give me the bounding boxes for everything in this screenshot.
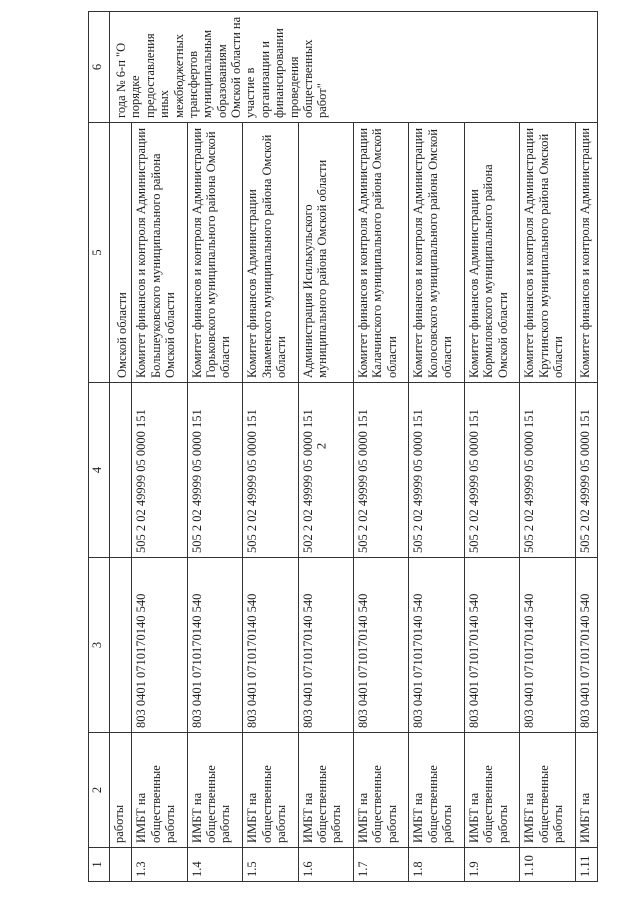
cell-number: 1.7 xyxy=(353,848,408,882)
cell-name: ИМБТ на общественные работы xyxy=(409,733,464,848)
table-row xyxy=(409,12,464,882)
table-row xyxy=(110,12,132,882)
cell-number: 1.9 xyxy=(464,848,519,882)
cell-recipient: Комитет финансов и контроля Администрации Колосовского муниципального района Омской области xyxy=(409,123,464,383)
cell-recipient: Комитет финансов Администрации Знаменского муниципального района Омской области xyxy=(243,123,298,383)
cell-recipient: Комитет финансов и контроля Администрации Калачинского муниципального района Омской области xyxy=(353,123,408,383)
header-cell: 2 xyxy=(89,733,110,848)
cell-code: 803 0401 0710170140 540 xyxy=(464,558,519,733)
cell-name: работы xyxy=(110,733,132,848)
rotated-page xyxy=(88,12,598,882)
cell-recipient: Омской области xyxy=(110,123,132,383)
cell-code: 505 2 02 49999 05 0000 151 xyxy=(409,383,464,558)
cell-code: 803 0401 0710170140 540 xyxy=(409,558,464,733)
cell-code: 505 2 02 49999 05 0000 151 xyxy=(520,383,575,558)
header-cell: 3 xyxy=(89,558,110,733)
cell-recipient: Комитет финансов и контроля Администрации xyxy=(575,123,597,383)
header-cell: 4 xyxy=(89,383,110,558)
cell-name: ИМБТ на общественные работы xyxy=(132,733,187,848)
cell-recipient: Комитет финансов и контроля Администрации Большеуковского муниципального района Омской области xyxy=(132,123,187,383)
cell-code: 803 0401 0710170140 540 xyxy=(187,558,242,733)
cell-name: ИМБТ на общественные работы xyxy=(298,733,353,848)
cell-name: ИМБТ на xyxy=(575,733,597,848)
cell-code: 505 2 02 49999 05 0000 151 xyxy=(575,383,597,558)
cell-code: 502 2 02 49999 05 0000 151 xyxy=(298,383,353,558)
table-row xyxy=(520,12,575,882)
cell-number: 1.6 xyxy=(298,848,353,882)
cell-code: 803 0401 0710170140 540 xyxy=(243,558,298,733)
header-cell: 1 xyxy=(89,848,110,882)
cell-code: 803 0401 0710170140 540 xyxy=(132,558,187,733)
table-row xyxy=(575,12,597,882)
page-number: 2 xyxy=(313,442,329,450)
header-row xyxy=(89,12,110,882)
cell-name: ИМБТ на общественные работы xyxy=(464,733,519,848)
cell-number: 1.3 xyxy=(132,848,187,882)
cell-number: 1.11 xyxy=(575,848,597,882)
cell-code: 803 0401 0710170140 540 xyxy=(353,558,408,733)
cell-basis: года № 6-п "О порядке предоставления иных межбюджетных трансфертов муниципальным образованиям Омской области на участие в организации и финансировании проведения общественных работ" xyxy=(110,12,598,123)
cell-code: 803 0401 0710170140 540 xyxy=(520,558,575,733)
cell-code: 505 2 02 49999 05 0000 151 xyxy=(243,383,298,558)
cell-name: ИМБТ на общественные работы xyxy=(520,733,575,848)
table-row xyxy=(187,12,242,882)
cell-number: 1.10 xyxy=(520,848,575,882)
cell-recipient: Комитет финансов Администрации Кормиловского муниципального района Омской области xyxy=(464,123,519,383)
cell-number: 1.4 xyxy=(187,848,242,882)
data-table xyxy=(88,11,598,882)
cell-number: 1.8 xyxy=(409,848,464,882)
header-cell: 6 xyxy=(89,12,110,123)
cell-code: 505 2 02 49999 05 0000 151 xyxy=(187,383,242,558)
table-row xyxy=(132,12,187,882)
cell-code: 803 0401 0710170140 540 xyxy=(298,558,353,733)
table-row xyxy=(353,12,408,882)
table-row xyxy=(298,12,353,882)
header-cell: 5 xyxy=(89,123,110,383)
cell-number: 1.5 xyxy=(243,848,298,882)
cell-code: 505 2 02 49999 05 0000 151 xyxy=(353,383,408,558)
cell-code: 505 2 02 49999 05 0000 151 xyxy=(132,383,187,558)
cell-recipient: Администрация Исилькульского муниципального района Омской области xyxy=(298,123,353,383)
table-row xyxy=(243,12,298,882)
table-row xyxy=(464,12,519,882)
cell-code: 505 2 02 49999 05 0000 151 xyxy=(464,383,519,558)
cell-name: ИМБТ на общественные работы xyxy=(187,733,242,848)
cell-name: ИМБТ на общественные работы xyxy=(353,733,408,848)
cell-recipient: Комитет финансов и контроля Администрации Горьковского муниципального района Омской области xyxy=(187,123,242,383)
cell-name: ИМБТ на общественные работы xyxy=(243,733,298,848)
cell-code: 803 0401 0710170140 540 xyxy=(575,558,597,733)
cell-recipient: Комитет финансов и контроля Администрации Крутинского муниципального района Омской области xyxy=(520,123,575,383)
